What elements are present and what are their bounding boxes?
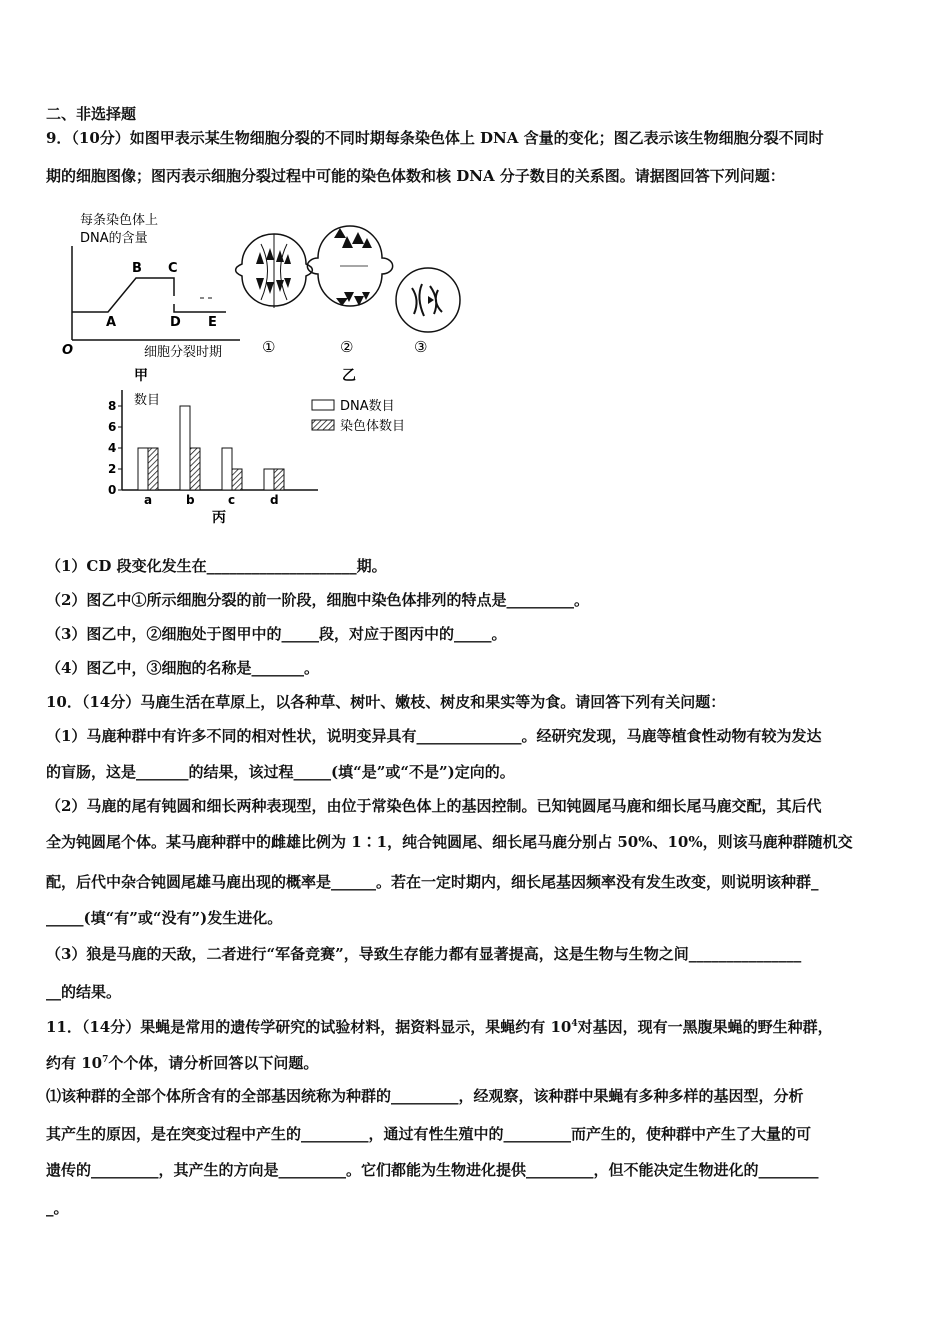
jia-y-label-2: DNA的含量 (80, 231, 148, 246)
bing-x-label-c: c (228, 493, 236, 507)
figure-bing (108, 390, 405, 526)
q11-line2 (46, 1050, 318, 1073)
bing-y-tick-label: 8 (108, 399, 117, 413)
q11-line3: ⑴该种群的全部个体所含有的全部基因统称为种群的_________，经观察，该种群中果蝇有多种多样的基因型，分析 (46, 1087, 804, 1105)
cell-label-2: ② (340, 338, 354, 356)
q9-sub1: （1）CD 段变化发生在____________________期。 (46, 557, 387, 575)
figure-yi (236, 226, 460, 384)
jia-caption: 甲 (134, 368, 148, 384)
q11-line1-a: 11．（14分）果蝇是常用的遗传学研究的试验材料，据资料显示，果蝇约有 10 (46, 1018, 572, 1036)
q11-line2-b: 个个体，请分析回答以下问题。 (108, 1054, 319, 1072)
q10-line2: （1）马鹿种群中有许多不同的相对性状，说明变异具有______________。经研究发现，马鹿等植食性动物有较为发达 (46, 727, 822, 745)
q10-line7: _____(填“有”或“没有”)发生进化。 (46, 909, 283, 927)
cell-3 (396, 268, 460, 332)
q11-line5: 遗传的_________，其产生的方向是_________。它们都能为生物进化提供_________，但不能决定生物进化的________ (46, 1161, 819, 1179)
legend-dna-label: DNA数目 (340, 399, 395, 414)
q10-line4: （2）马鹿的尾有钝圆和细长两种表现型，由位于常染色体上的基因控制。已知钝圆尾马鹿和细长尾马鹿交配，其后代 (46, 797, 822, 815)
yi-caption: 乙 (342, 368, 356, 384)
bar-dna-b (180, 406, 190, 490)
section-title: 二、非选择题 (46, 105, 137, 123)
bing-y-tick-label: 4 (108, 441, 117, 455)
jia-curve-tail (174, 304, 226, 312)
q11-line2-a: 约有 10 (46, 1054, 103, 1072)
jia-point-a: A (106, 315, 117, 330)
jia-point-e: E (208, 315, 217, 330)
bing-y-tick-label: 0 (108, 483, 117, 497)
q9-stem-line2: 期的细胞图像；图丙表示细胞分裂过程中可能的染色体数和核 DNA 分子数目的关系图。请据图回答下列问题： (46, 167, 785, 185)
q10-stem: 10．（14分）马鹿生活在草原上，以各种草、树叶、嫩枝、树皮和果实等为食。请回答下列有关问题： (46, 693, 726, 711)
q9-figure (56, 204, 476, 534)
bar-chromosome-a (148, 448, 158, 490)
bar-chromosome-c (232, 469, 242, 490)
bing-y-tick-label: 6 (108, 420, 117, 434)
bing-y-label: 数目 (134, 393, 161, 408)
q9-stem-line1: 9．（10分）如图甲表示某生物细胞分裂的不同时期每条染色体上 DNA 含量的变化；图乙表示该生物细胞分裂不同时 (46, 129, 824, 147)
jia-point-d: D (170, 315, 181, 330)
cell-2 (307, 226, 392, 306)
q11-line6: _。 (46, 1199, 69, 1217)
bar-dna-c (222, 448, 232, 490)
cell-label-3: ③ (414, 338, 428, 356)
q10-line5: 全为钝圆尾个体。某马鹿种群中的雌雄比例为 1∶1，纯合钝圆尾、细长尾马鹿分别占 50%、10%，则该马鹿种群随机交 (46, 833, 853, 851)
bar-chromosome-d (274, 469, 284, 490)
q11-line1-exp: 4 (571, 1019, 578, 1029)
jia-y-label-1: 每条染色体上 (80, 213, 159, 228)
q9-sub2: （2）图乙中①所示细胞分裂的前一阶段，细胞中染色体排列的特点是_________。 (46, 591, 589, 609)
jia-curve (72, 278, 174, 312)
bing-x-label-d: d (270, 493, 279, 507)
cell-label-1: ① (262, 338, 276, 356)
q10-line3: 的盲肠，这是_______的结果，该过程_____(填“是”或“不是”)定向的。 (46, 763, 515, 781)
bing-caption: 丙 (212, 510, 226, 526)
q9-sub3: （3）图乙中，②细胞处于图甲中的_____段，对应于图丙中的_____。 (46, 625, 507, 643)
q11-line1 (46, 1014, 833, 1037)
jia-x-label: 细胞分裂时期 (144, 345, 223, 360)
q10-line9: __的结果。 (46, 983, 122, 1001)
jia-origin: O (62, 343, 74, 358)
jia-point-b: B (132, 261, 142, 276)
q11-line2-exp: 7 (102, 1055, 109, 1065)
bar-dna-d (264, 469, 274, 490)
bar-dna-a (138, 448, 148, 490)
figure-jia (62, 212, 240, 384)
q10-line6: 配，后代中杂合钝圆尾雄马鹿出现的概率是______。若在一定时期内，细长尾基因频率没有发生改变，则说明该种群_ (46, 873, 819, 891)
bar-chromosome-b (190, 448, 200, 490)
legend-chromosome-label: 染色体数目 (340, 419, 406, 434)
q11-line1-b: 对基因，现有一黑腹果蝇的野生种群， (577, 1018, 833, 1036)
q11-line4: 其产生的原因，是在突变过程中产生的_________，通过有性生殖中的_________而产生的，使种群中产生了大量的可 (46, 1125, 812, 1143)
legend-dna-swatch (312, 400, 334, 410)
bing-x-label-a: a (144, 493, 153, 507)
q9-sub4: （4）图乙中，③细胞的名称是_______。 (46, 659, 319, 677)
bing-x-label-b: b (186, 493, 195, 507)
bing-y-tick-label: 2 (108, 462, 117, 476)
legend-chromosome-swatch (312, 420, 334, 430)
cell-1 (236, 234, 313, 308)
jia-point-c: C (168, 261, 178, 276)
q10-line8: （3）狼是马鹿的天敌，二者进行“军备竞赛”，导致生存能力都有显著提高，这是生物与生物之间_______________ (46, 945, 802, 963)
